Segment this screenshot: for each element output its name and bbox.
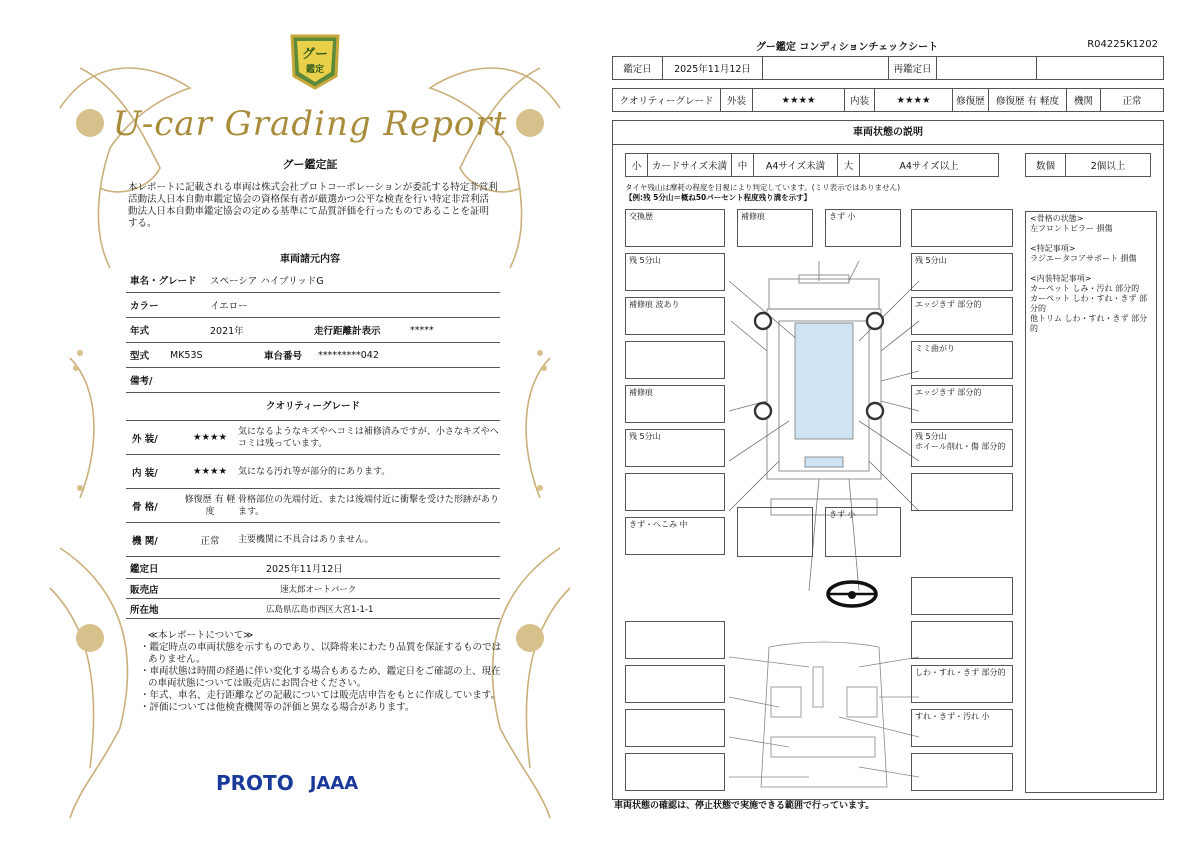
condition-box: きず 小 (825, 507, 901, 557)
note-item: ・評価については他検査機関等の評価と異なる場合があります。 (140, 702, 415, 713)
quality-value: 正常 (200, 535, 220, 547)
shop-name: 速太郎オートパーク (280, 584, 357, 595)
condition-box: ミミ曲がり (911, 341, 1013, 379)
tread-note-1: タイヤ残山は摩耗の程度を目視により判定しています。(ミリ表示ではありません) (625, 183, 901, 192)
condition-box: エッジきず 部分的 (911, 297, 1013, 335)
condition-box: 残 5分山 (911, 253, 1013, 291)
report-title: U-car Grading Report (112, 104, 508, 144)
quality-desc: 主要機関に不具合はありません。 (238, 534, 374, 545)
quality-row-exterior (126, 421, 500, 455)
interior-box (625, 709, 725, 747)
address-row (126, 599, 500, 619)
note-item: ・年式、車名、走行距離などの記載については販売店申告をもとに作成しています。 (140, 690, 501, 701)
appraisal-date: 2025年11月12日 (663, 57, 763, 80)
goo-appraisal-logo (290, 34, 340, 90)
sheet-id: R04225K1202 (1087, 39, 1158, 50)
condition-box: きず・へこみ 中 (625, 517, 725, 555)
note-item: ・鑑定時点の車両状態を示すものであり、以降将来にわたり品質を保証するものではありません。 (140, 642, 502, 665)
spec-row-year (126, 318, 500, 343)
certificate-title: グー鑑定証 (282, 158, 338, 171)
interior-box: すれ・きず・汚れ 小 (911, 709, 1013, 747)
quality-value: 修復歴 有 軽度 (184, 494, 236, 517)
size-legend-table (625, 153, 999, 177)
report-notes (136, 630, 506, 714)
condition-box: 残 5分山 (625, 253, 725, 291)
condition-box (625, 341, 725, 379)
spec-value: ***** (410, 324, 434, 336)
appraisal-date-row (126, 557, 500, 579)
quality-row-interior (126, 455, 500, 489)
quality-key: 外 装/ (132, 433, 158, 445)
quality-row-frame (126, 489, 500, 523)
interior-box (625, 753, 725, 791)
quality-desc: 骨格部位の先端付近、または後端付近に衝撃を受けた形跡があります。 (238, 494, 500, 517)
size-small: 小 (626, 154, 648, 177)
empty-cell (763, 57, 889, 80)
condition-box: 補修痕 波あり (625, 297, 725, 335)
spec-label: 型式 (130, 351, 150, 362)
certificate-body: 本レポートに記載される車両は株式会社プロトコーポレーションが委託する特定非営利活動法人日本自動車鑑定協会の資格保有者が厳選かつ公平な検査を行い特定非営利活動法人日本自動車鑑定協会の定める基準にて品質評価を行ったものであることを証明する。 (128, 182, 498, 229)
quality-key: 骨 格/ (132, 501, 158, 513)
interior-box: しわ・すれ・きず 部分的 (911, 665, 1013, 703)
engine-value: 正常 (1101, 89, 1164, 112)
spec-value: MK53S (170, 349, 203, 361)
grade-table (612, 88, 1164, 112)
quality-key: 機 関/ (132, 535, 158, 547)
spec-row-name (126, 268, 500, 293)
quality-value: ★★★★ (192, 466, 228, 477)
redate-label: 再鑑定日 (889, 57, 937, 80)
condition-box (911, 209, 1013, 247)
date-label: 鑑定日 (613, 57, 663, 80)
spec-label: 年式 (130, 326, 150, 337)
address: 広島県広島市西区大宮1-1-1 (266, 604, 374, 615)
interior-box (911, 753, 1013, 791)
condition-check-sheet (612, 30, 1164, 820)
sheet-header (612, 30, 1164, 56)
size-small-desc: カードサイズ未満 (648, 154, 732, 177)
condition-box: 補修痕 (625, 385, 725, 423)
exterior-label: 外装 (721, 89, 753, 112)
quality-title: クオリティーグレード (126, 393, 500, 421)
tread-note (625, 183, 900, 203)
condition-box: エッジきず 部分的 (911, 385, 1013, 423)
interior-box (625, 621, 725, 659)
grading-certificate (40, 28, 580, 828)
condition-box: 補修痕 (737, 209, 813, 247)
spec-row-model (126, 343, 500, 368)
size-large: 大 (838, 154, 860, 177)
size-medium: 中 (732, 154, 754, 177)
count-legend-table (1025, 153, 1151, 177)
car-interior-diagram (709, 637, 939, 797)
count-label: 数個 (1026, 154, 1066, 177)
note-item: ・車両状態は時間の経過に伴い変化する場合もあるため、鑑定日をご確認の上、現在の車両状態については販売店にお問合せください。 (140, 666, 501, 689)
spec-label: 車名・グレード (130, 276, 197, 287)
spec-label: 備考/ (130, 376, 153, 387)
sheet-footer: 車両状態の確認は、停止状態で実施できる範囲で行っています。 (614, 801, 875, 811)
quality-desc: 気になる汚れ等が部分的にあります。 (238, 466, 391, 477)
quality-value: ★★★★ (192, 432, 228, 443)
footer-logos (216, 768, 416, 798)
spec-label: 走行距離計表示 (314, 326, 381, 337)
spec-label: 車台番号 (264, 351, 303, 362)
count-desc: 2個以上 (1066, 154, 1151, 177)
quality-key: 内 装/ (132, 467, 158, 479)
spec-row-color (126, 293, 500, 318)
interior-label: 内装 (845, 89, 875, 112)
proto-logo: PROTO (216, 771, 294, 795)
exterior-grade: ★★★★ (753, 89, 845, 112)
vehicle-spec-table (126, 268, 500, 619)
condition-notes-panel: <骨格の状態> 左フロントピラー 損傷 <特記事項> ラジエータコアサポート 損傷 <内装特記事項> カーペット しみ・汚れ 部分的 カーペット しわ・すれ・きず 部分的 他トリム しわ・すれ・きず 部分的 (1025, 211, 1157, 793)
condition-box: 残 5分山 (625, 429, 725, 467)
vehicle-condition-frame (612, 120, 1164, 800)
notes-title: ≪本レポートについて≫ (148, 630, 254, 641)
address-label: 所在地 (130, 604, 159, 616)
redate-value (937, 57, 1037, 80)
svg-text:グー: グー (301, 47, 329, 62)
sheet-title: グー鑑定 コンディションチェックシート (755, 42, 939, 53)
engine-label: 機関 (1067, 89, 1101, 112)
quality-desc: 気になるようなキズやヘコミは補修済みですが、小さなキズやヘコミは残っています。 (238, 426, 499, 449)
spec-value: イエロー (210, 301, 248, 312)
svg-text:鑑定: 鑑定 (305, 65, 325, 75)
interior-box (625, 665, 725, 703)
condition-box: きず 小 (825, 209, 901, 247)
interior-grade: ★★★★ (875, 89, 953, 112)
size-large-desc: A4サイズ以上 (860, 154, 999, 177)
condition-box (911, 473, 1013, 511)
spec-value: スペーシア ハイブリッドG (210, 276, 324, 287)
interior-box (911, 577, 1013, 615)
condition-box: 交換歴 (625, 209, 725, 247)
spec-value: *********042 (318, 349, 379, 361)
repair-label: 修復歴 (953, 89, 989, 112)
frame-title: 車両状態の説明 (613, 121, 1163, 145)
appraisal-date-label: 鑑定日 (130, 563, 159, 575)
appraisal-date: 2025年11月12日 (266, 563, 343, 575)
jaaa-logo: JAAA (309, 772, 359, 794)
grade-label: クオリティーグレード (613, 89, 721, 112)
spec-title: 車両諸元内容 (280, 254, 340, 265)
empty-cell (1037, 57, 1164, 80)
spec-value: 2021年 (210, 326, 244, 337)
tread-note-2: 【例:残 5分山＝概ね50パーセント程度残り溝を示す】 (625, 193, 812, 202)
shop-row (126, 579, 500, 599)
quality-row-engine (126, 523, 500, 557)
condition-box (625, 473, 725, 511)
repair-value: 修復歴 有 軽度 (989, 89, 1067, 112)
date-table (612, 56, 1164, 80)
spec-label: カラー (130, 301, 159, 312)
interior-box (911, 621, 1013, 659)
condition-box (737, 507, 813, 557)
steering-wheel-icon (825, 579, 879, 609)
size-medium-desc: A4サイズ未満 (754, 154, 838, 177)
shop-label: 販売店 (130, 584, 159, 596)
spec-row-remarks (126, 368, 500, 393)
condition-box: 残 5分山 ホイール削れ・傷 部分的 (911, 429, 1013, 467)
